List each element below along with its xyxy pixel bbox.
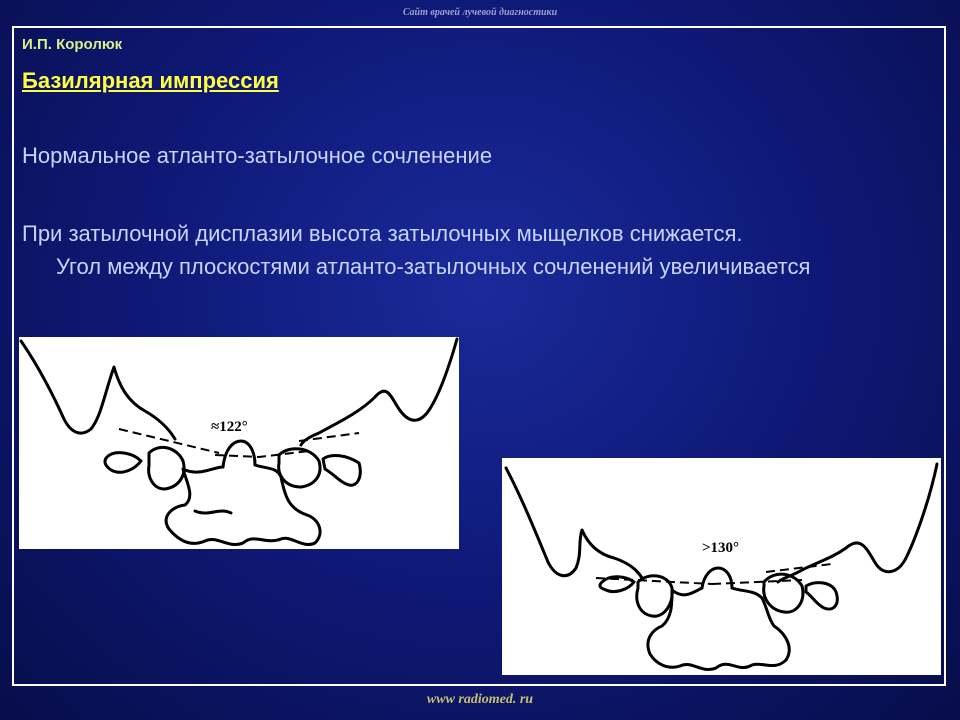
slide-title: Базилярная импрессия: [22, 68, 279, 93]
normal-joint-drawing: [19, 337, 459, 549]
site-url: www radiomed. ru: [426, 692, 534, 707]
author-name: И.П. Королюк: [22, 36, 123, 53]
normal-angle-label: ≈122°: [211, 419, 248, 435]
normal-joint-caption: Нормальное атланто-затылочное сочленение: [22, 143, 493, 168]
site-header: Сайт врачей лучевой диагностики: [402, 7, 558, 18]
dysplasia-text-rest: Угол между плоскостями атланто-затылочных сочленений увеличивается: [56, 254, 811, 279]
normal-joint-diagram: [19, 337, 459, 549]
dysplasia-joint-diagram: [502, 458, 941, 675]
dysplasia-joint-drawing: [502, 458, 941, 675]
dysplasia-angle-label: >130°: [702, 540, 740, 556]
dysplasia-text-first: При затылочной дисплазии высота затылочных мыщелков снижается.: [22, 221, 743, 246]
dysplasia-paragraph: [22, 217, 922, 283]
